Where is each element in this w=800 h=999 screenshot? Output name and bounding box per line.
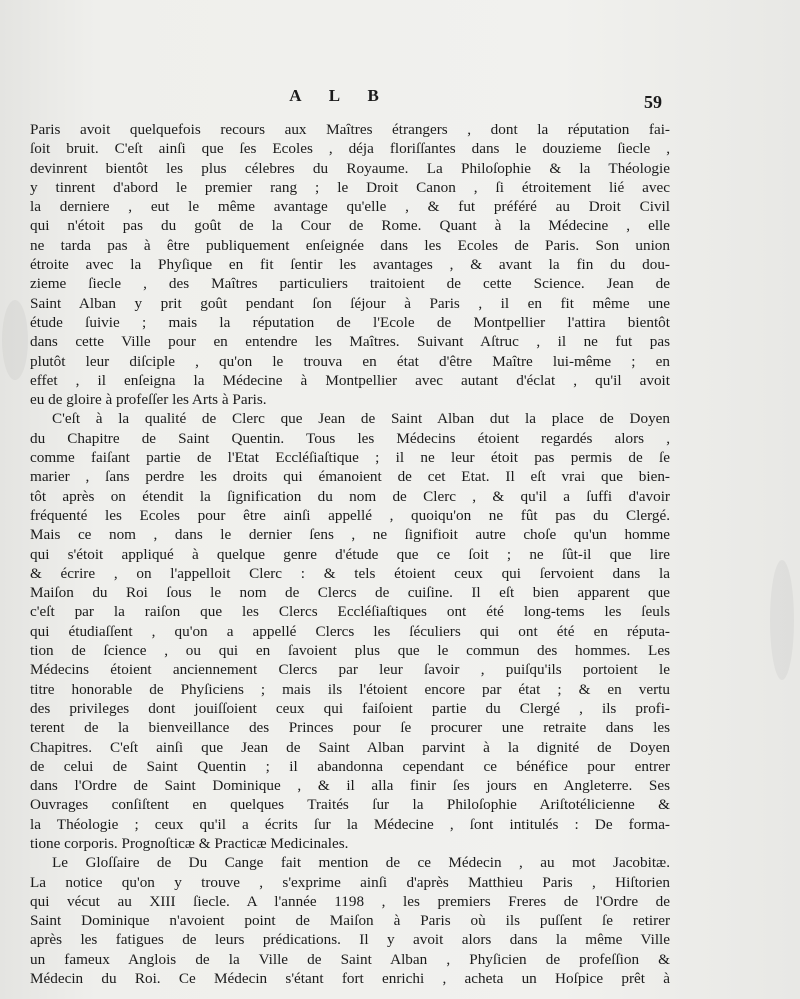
text-line: fréquenté les Ecoles pour être ainſi appellé , quoiqu'on ne fût pas du Clergé. xyxy=(30,506,670,524)
text-line: plutôt leur diſciple , qu'on le trouva en état d'être Maître lui-même ; en xyxy=(30,352,670,370)
text-line: devinrent bientôt les plus célebres du Royaume. La Philoſophie & la Théologie xyxy=(30,159,670,177)
text-line: La notice qu'on y trouve , s'exprime ainſi d'après Matthieu Paris , Hiſtorien xyxy=(30,873,670,891)
text-line: Médecins étoient anciennement Clercs par leur ſavoir , puiſqu'ils portoient le xyxy=(30,661,670,679)
text-line: Le Gloſſaire de Du Cange fait mention de ce Médecin , au mot Jacobitæ. xyxy=(52,854,670,872)
text-line: des privileges dont jouiſſoient ceux qui faiſoient partie du Clergé , ils profi- xyxy=(30,699,670,717)
text-line: étude ſuivie ; mais la réputation de l'Ecole de Montpellier l'attira bientôt xyxy=(30,313,670,331)
page-number: 59 xyxy=(644,92,662,112)
text-line: terent de la bienveillance des Princes pour ſe procurer une retraite dans les xyxy=(30,719,670,737)
text-line: qui s'étoit appliqué à quelque genre d'étude que ce ſoit ; ne ſût-il que lire xyxy=(30,545,670,563)
text-line: étroite avec la Phyſique en fit ſentir les avantages , & avant la fin du dou- xyxy=(30,256,670,274)
text-line: Saint Dominique n'avoient point de Maiſon à Paris où ils puſſent ſe retirer xyxy=(30,912,670,930)
text-line: Médecin du Roi. Ce Médecin s'étant fort enrichi , acheta un Hoſpice prêt à xyxy=(30,970,670,988)
text-line: Mais ce nom , dans le dernier ſens , ne ſignifioit autre choſe qu'un homme xyxy=(30,526,670,544)
text-line: Paris avoit quelquefois recours aux Maîtres étrangers , dont la réputation fai- xyxy=(30,121,670,138)
text-line: zieme ſiecle , des Maîtres particuliers traitoient de cette Science. Jean de xyxy=(30,275,670,293)
paper-stain xyxy=(770,560,794,680)
text-line: y tinrent d'abord le premier rang ; le Droit Canon , ſi étroitement lié avec xyxy=(30,178,670,196)
text-line: Chapitres. C'eſt ainſi que Jean de Saint Alban parvint à la dignité de Doyen xyxy=(30,738,670,756)
text-line: C'eſt à la qualité de Clerc que Jean de Saint Alban dut la place de Doyen xyxy=(52,410,670,428)
text-line: Saint Alban y prit goût pendant ſon ſéjour à Paris , il en fit même une xyxy=(30,294,670,312)
text-line: dans l'Ordre de Saint Dominique , & il alla finir ſes jours en Angleterre. Ses xyxy=(30,777,670,795)
text-line: qui vécut au XIII ſiecle. A l'année 1198 , les premiers Freres de l'Ordre de xyxy=(30,892,670,910)
text-line: c'eſt par la raiſon que les Clercs Eccléſiaſtiques ont été long-tems les ſeuls xyxy=(30,603,670,621)
text-line: qui n'étoit pas du goût de la Cour de Rome. Quant à la Médecine , elle xyxy=(30,217,670,235)
text-line: de celui de Saint Quentin ; il abandonna cependant ce bénéfice pour entrer xyxy=(30,757,670,775)
text-line: la derniere , eut le même avantage qu'elle , & fut préféré au Droit Civil xyxy=(30,198,670,216)
text-line: Maiſon du Roi ſous le nom de Clercs de cuiſine. Il eſt bien apparent que xyxy=(30,584,670,602)
body-text xyxy=(30,120,670,988)
text-line: après les fatigues de leurs prédications. Il y avoit alors dans la même Ville xyxy=(30,931,670,949)
text-line: tione corporis. Prognoſticæ & Practicæ Medicinales. xyxy=(30,834,349,852)
text-line: & écrire , on l'appelloit Clerc : & tels étoient ceux qui ſervoient dans la xyxy=(30,564,670,582)
text-line: comme faiſant partie de l'Etat Eccléſiaſtique ; il ne leur étoit pas permis de ſe xyxy=(30,449,670,467)
running-header: A L B xyxy=(289,86,391,105)
text-line: marier , ſans perdre les droits qui émanoient de cet Etat. Il eſt vrai que bien- xyxy=(30,468,670,486)
text-line: du Chapitre de Saint Quentin. Tous les Médecins étoient regardés alors , xyxy=(30,429,670,447)
text-line: tion de ſcience , ou qui en ſavoient plus que le commun des hommes. Les xyxy=(30,642,670,660)
text-line: la Théologie ; ceux qu'il a écrits ſur la Médecine , ſont intitulés : De forma- xyxy=(30,815,670,833)
text-line: un fameux Anglois de la Ville de Saint Alban , Phyſicien de profeſſion & xyxy=(30,950,670,968)
text-line: titre honorable de Phyſiciens ; mais ils l'étoient encore par état ; & en vertu xyxy=(30,680,670,698)
text-line: dans cette Ville pour en entendre les Maîtres. Suivant Aſtruc , il ne fut pas xyxy=(30,333,670,351)
text-line: Ouvrages conſiſtent en quelques Traités ſur la Philoſophie Ariſtotélicienne & xyxy=(30,796,670,814)
text-line: effet , il enſeigna la Médecine à Montpellier avec autant d'éclat , qu'il avoit xyxy=(30,371,670,389)
text-line: tôt après on étendit la ſignification du nom de Clerc , & qu'il a ſuffi d'avoir xyxy=(30,487,670,505)
text-line: eu de gloire à profeſſer les Arts à Paris. xyxy=(30,391,267,409)
text-line: qui étudiaſſent , qu'on a appellé Clercs les ſéculiers qui ont été en réputa- xyxy=(30,622,670,640)
text-line: ne tarda pas à être publiquement enſeignée dans les Ecoles de Paris. Son union xyxy=(30,236,670,254)
paper-stain xyxy=(2,300,28,380)
text-line: ſoit bruit. C'eſt ainſi que ſes Ecoles , déja floriſſantes dans le douzieme ſiecle , xyxy=(30,140,670,158)
